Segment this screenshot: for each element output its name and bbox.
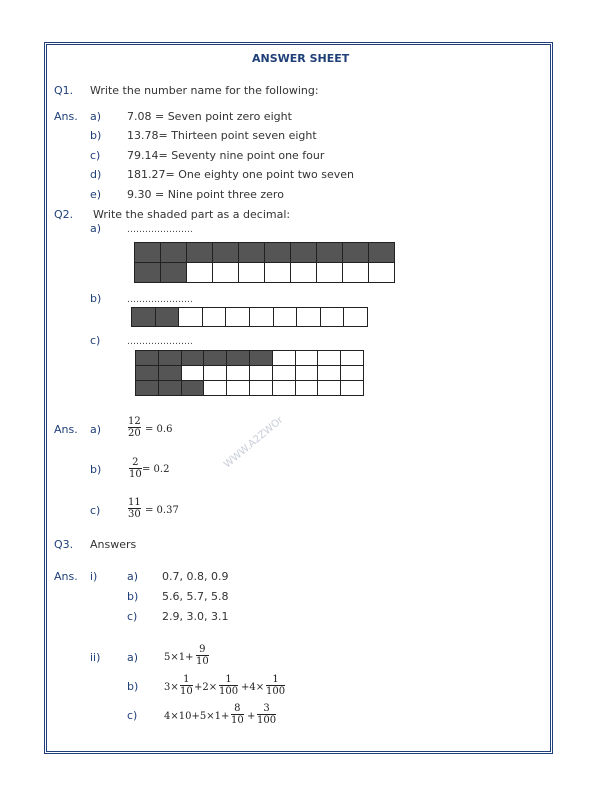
shaded-cell <box>264 242 291 263</box>
q3-item-letter: c) <box>127 610 138 623</box>
fraction: 12 20 <box>128 416 141 439</box>
unshaded-cell <box>340 365 364 381</box>
expanded-form-term: +4× <box>241 682 265 693</box>
q1-ans-label: Ans. <box>54 110 78 123</box>
shaded-cell <box>160 262 187 283</box>
unshaded-cell <box>290 262 317 283</box>
q1-item-text: 9.30 = Nine point three zero <box>127 188 284 201</box>
shaded-cell <box>134 242 161 263</box>
unshaded-cell <box>203 365 227 381</box>
shaded-cell <box>160 242 187 263</box>
shaded-cell <box>203 350 227 366</box>
unshaded-cell <box>343 307 368 327</box>
unshaded-cell <box>238 262 265 283</box>
unshaded-cell <box>186 262 213 283</box>
unshaded-cell <box>249 307 274 327</box>
unshaded-cell <box>317 350 341 366</box>
shaded-grid-b <box>131 307 367 326</box>
q2-question: Write the shaded part as a decimal: <box>93 208 291 221</box>
shaded-cell <box>135 380 159 396</box>
fraction: 1 100 <box>266 674 286 697</box>
fraction: 11 30 <box>128 497 141 520</box>
q1-item-text: 181.27= One eighty one point two seven <box>127 168 354 181</box>
q3-question: Answers <box>90 538 137 551</box>
shaded-cell <box>368 242 395 263</box>
shaded-cell <box>181 350 205 366</box>
q2-label: Q2. <box>54 208 74 221</box>
shaded-cell <box>155 307 180 327</box>
unshaded-cell <box>226 365 250 381</box>
unshaded-cell <box>368 262 395 283</box>
fraction: 1 100 <box>219 674 239 697</box>
shaded-cell <box>249 350 273 366</box>
unshaded-cell <box>181 365 205 381</box>
q1-question: Write the number name for the following: <box>90 84 319 97</box>
shaded-cell <box>134 262 161 283</box>
q1-item-letter: b) <box>90 129 102 142</box>
unshaded-cell <box>296 307 321 327</box>
shaded-cell <box>342 242 369 263</box>
shaded-cell <box>135 365 159 381</box>
expanded-form-term: +2× <box>194 682 218 693</box>
unshaded-cell <box>272 380 296 396</box>
shaded-cell <box>181 380 205 396</box>
q1-item-letter: e) <box>90 188 102 201</box>
answer-blank: …………………. <box>127 337 193 347</box>
shaded-cell <box>316 242 343 263</box>
shaded-cell <box>238 242 265 263</box>
q2-answer-letter: c) <box>90 504 101 517</box>
unshaded-cell <box>342 262 369 283</box>
page-title: ANSWER SHEET <box>252 52 350 65</box>
unshaded-cell <box>317 365 341 381</box>
expanded-form-term: 5×1+ <box>164 652 194 663</box>
unshaded-cell <box>264 262 291 283</box>
q1-item-text: 7.08 = Seven point zero eight <box>127 110 292 123</box>
q3-item-text: 0.7, 0.8, 0.9 <box>162 570 229 583</box>
shaded-cell <box>226 350 250 366</box>
decimal-result: = 0.6 <box>145 424 173 435</box>
decimal-result: = 0.37 <box>145 505 179 516</box>
shaded-cell <box>212 242 239 263</box>
answer-blank: …………………. <box>127 225 193 235</box>
shaded-cell <box>186 242 213 263</box>
shaded-grid-a <box>134 242 394 282</box>
fraction: 2 10 <box>129 457 142 480</box>
q3-item-letter: c) <box>127 709 138 722</box>
shaded-grid-c <box>135 350 363 395</box>
unshaded-cell <box>203 380 227 396</box>
unshaded-cell <box>295 365 319 381</box>
q2-answer-letter: b) <box>90 463 102 476</box>
q1-label: Q1. <box>54 84 74 97</box>
unshaded-cell <box>320 307 345 327</box>
q2-answer-letter: a) <box>90 423 102 436</box>
q3-item-letter: a) <box>127 570 139 583</box>
shaded-cell <box>158 365 182 381</box>
fraction: 8 10 <box>231 703 244 726</box>
q3-item-text: 2.9, 3.0, 3.1 <box>162 610 229 623</box>
fraction: 1 10 <box>180 674 193 697</box>
fraction: 3 100 <box>257 703 277 726</box>
expanded-form-term: + <box>247 711 256 722</box>
decimal-result: = 0.2 <box>142 464 170 475</box>
q3-item-text: 5.6, 5.7, 5.8 <box>162 590 229 603</box>
unshaded-cell <box>340 380 364 396</box>
q3-item-letter: b) <box>127 590 139 603</box>
shaded-cell <box>135 350 159 366</box>
q3-part-i: i) <box>90 570 98 583</box>
unshaded-cell <box>225 307 250 327</box>
shaded-cell <box>131 307 156 327</box>
q3-part-ii: ii) <box>90 651 101 664</box>
fraction: 9 10 <box>196 644 209 667</box>
unshaded-cell <box>295 350 319 366</box>
expanded-form-term: 3× <box>164 682 179 693</box>
q1-item-letter: c) <box>90 149 101 162</box>
shaded-cell <box>158 380 182 396</box>
q3-item-letter: a) <box>127 651 139 664</box>
unshaded-cell <box>249 380 273 396</box>
q1-item-text: 79.14= Seventy nine point one four <box>127 149 325 162</box>
unshaded-cell <box>317 380 341 396</box>
q1-item-text: 13.78= Thirteen point seven eight <box>127 129 317 142</box>
unshaded-cell <box>272 350 296 366</box>
unshaded-cell <box>202 307 227 327</box>
q3-label: Q3. <box>54 538 74 551</box>
unshaded-cell <box>212 262 239 283</box>
shaded-cell <box>290 242 317 263</box>
q2-part-letter: c) <box>90 334 101 347</box>
answer-blank: …………………. <box>127 295 193 305</box>
unshaded-cell <box>340 350 364 366</box>
unshaded-cell <box>316 262 343 283</box>
q3-item-letter: b) <box>127 680 139 693</box>
unshaded-cell <box>249 365 273 381</box>
shaded-cell <box>158 350 182 366</box>
unshaded-cell <box>178 307 203 327</box>
unshaded-cell <box>273 307 298 327</box>
unshaded-cell <box>226 380 250 396</box>
unshaded-cell <box>272 365 296 381</box>
q2-part-letter: b) <box>90 292 102 305</box>
expanded-form-term: 4×10+5×1+ <box>164 711 230 722</box>
q1-item-letter: a) <box>90 110 102 123</box>
q3-ans-label: Ans. <box>54 570 78 583</box>
q2-ans-label: Ans. <box>54 423 78 436</box>
watermark: WWW.A2ZWOr <box>222 414 286 471</box>
q1-item-letter: d) <box>90 168 102 181</box>
unshaded-cell <box>295 380 319 396</box>
q2-part-letter: a) <box>90 222 102 235</box>
